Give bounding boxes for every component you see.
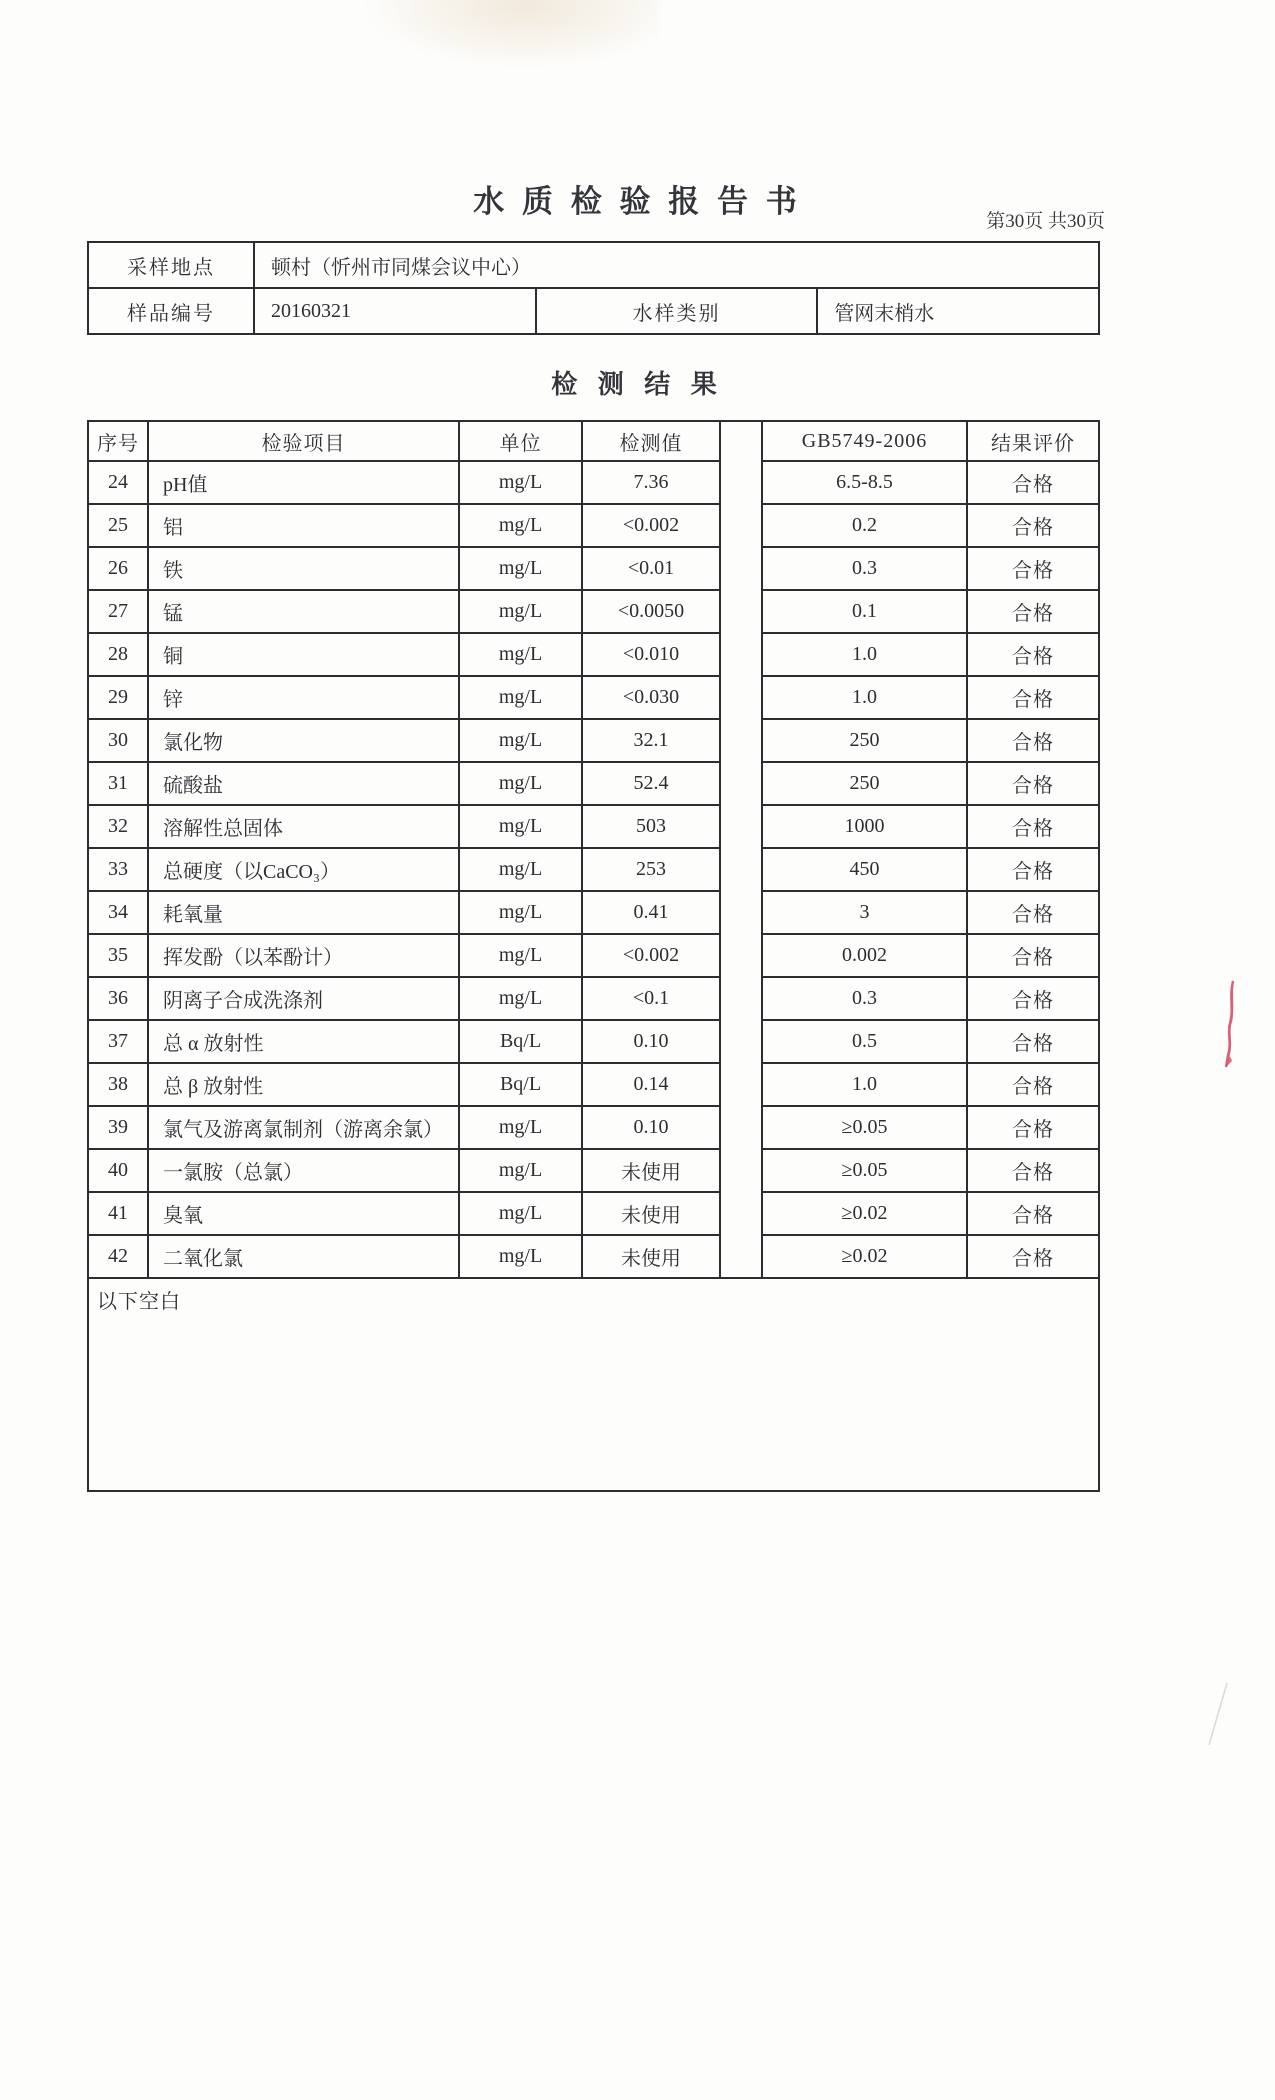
cell-no: 40: [88, 1149, 148, 1192]
cell-no: 26: [88, 547, 148, 590]
results-area: [87, 420, 1100, 1492]
cell-standard: 0.3: [762, 977, 967, 1020]
cell-standard: 1.0: [762, 1063, 967, 1106]
result-row-left: [88, 1192, 720, 1235]
cell-evaluation: 合格: [967, 1106, 1099, 1149]
cell-value: <0.030: [582, 676, 720, 719]
result-row-left: [88, 977, 720, 1020]
cell-evaluation: 合格: [967, 1063, 1099, 1106]
cell-standard: 0.5: [762, 1020, 967, 1063]
cell-evaluation: 合格: [967, 461, 1099, 504]
result-row-left: [88, 805, 720, 848]
cell-value: <0.1: [582, 977, 720, 1020]
result-row-left: [88, 848, 720, 891]
cell-item: pH值: [148, 461, 459, 504]
cell-item: 总硬度（以CaCO₃）: [148, 848, 459, 891]
cell-item: 总 β 放射性: [148, 1063, 459, 1106]
cell-standard: 3: [762, 891, 967, 934]
header-evaluation: 结果评价: [967, 421, 1099, 461]
result-row-right: [762, 633, 1099, 676]
cell-no: 27: [88, 590, 148, 633]
result-row-left: [88, 461, 720, 504]
cell-no: 30: [88, 719, 148, 762]
cell-evaluation: 合格: [967, 805, 1099, 848]
result-row-right: [762, 977, 1099, 1020]
result-row-right: [762, 547, 1099, 590]
result-row-right: [762, 1063, 1099, 1106]
info-row-sample: [88, 288, 1099, 334]
result-row-right: [762, 1149, 1099, 1192]
result-row-right: [762, 891, 1099, 934]
cell-value: 253: [582, 848, 720, 891]
below-blank-text: 以下空白: [97, 1291, 181, 1313]
cell-evaluation: 合格: [967, 891, 1099, 934]
result-row-right: [762, 719, 1099, 762]
cell-no: 38: [88, 1063, 148, 1106]
result-row-left: [88, 1106, 720, 1149]
cell-value: <0.002: [582, 934, 720, 977]
cell-no: 25: [88, 504, 148, 547]
cell-evaluation: 合格: [967, 1149, 1099, 1192]
cell-no: 28: [88, 633, 148, 676]
results-header-row-right: [762, 421, 1099, 461]
cell-item: 挥发酚（以苯酚计）: [148, 934, 459, 977]
result-row-right: [762, 1020, 1099, 1063]
header-no: 序号: [88, 421, 148, 461]
result-row-right: [762, 1192, 1099, 1235]
cell-evaluation: 合格: [967, 762, 1099, 805]
cell-value: 未使用: [582, 1192, 720, 1235]
cell-item: 氯化物: [148, 719, 459, 762]
cell-item: 耗氧量: [148, 891, 459, 934]
result-row-left: [88, 676, 720, 719]
cell-evaluation: 合格: [967, 719, 1099, 762]
cell-unit: mg/L: [459, 633, 582, 676]
cell-unit: mg/L: [459, 1192, 582, 1235]
cell-no: 34: [88, 891, 148, 934]
cell-evaluation: 合格: [967, 547, 1099, 590]
results-body-right: [762, 461, 1099, 1278]
results-tables: [87, 420, 1100, 1279]
results-header-row-left: [88, 421, 720, 461]
cell-evaluation: 合格: [967, 676, 1099, 719]
cell-no: 31: [88, 762, 148, 805]
faint-scratch-mark: [1195, 1675, 1245, 1755]
cell-standard: 250: [762, 762, 967, 805]
cell-unit: mg/L: [459, 1106, 582, 1149]
cell-no: 36: [88, 977, 148, 1020]
cell-value: 未使用: [582, 1235, 720, 1278]
result-row-left: [88, 547, 720, 590]
result-row-left: [88, 504, 720, 547]
result-row-right: [762, 504, 1099, 547]
result-row-left: [88, 719, 720, 762]
cell-item: 锌: [148, 676, 459, 719]
cell-item: 硫酸盐: [148, 762, 459, 805]
cell-evaluation: 合格: [967, 1192, 1099, 1235]
cell-value: 0.10: [582, 1106, 720, 1149]
cell-unit: mg/L: [459, 934, 582, 977]
cell-unit: mg/L: [459, 719, 582, 762]
header-value: 检测值: [582, 421, 720, 461]
cell-evaluation: 合格: [967, 590, 1099, 633]
cell-no: 29: [88, 676, 148, 719]
sampling-location-value: 顿村（忻州市同煤会议中心）: [254, 242, 1099, 288]
cell-no: 24: [88, 461, 148, 504]
cell-item: 氯气及游离氯制剂（游离余氯）: [148, 1106, 459, 1149]
results-body-left: [88, 461, 720, 1278]
cell-evaluation: 合格: [967, 848, 1099, 891]
result-row-left: [88, 891, 720, 934]
cell-item: 铝: [148, 504, 459, 547]
cell-no: 41: [88, 1192, 148, 1235]
cell-item: 溶解性总固体: [148, 805, 459, 848]
cell-unit: mg/L: [459, 1235, 582, 1278]
cell-standard: ≥0.05: [762, 1149, 967, 1192]
cell-unit: Bq/L: [459, 1020, 582, 1063]
cell-item: 一氯胺（总氯）: [148, 1149, 459, 1192]
cell-item: 二氧化氯: [148, 1235, 459, 1278]
result-row-right: [762, 590, 1099, 633]
cell-no: 32: [88, 805, 148, 848]
result-row-left: [88, 934, 720, 977]
cell-value: 7.36: [582, 461, 720, 504]
cell-unit: mg/L: [459, 848, 582, 891]
cell-item: 铁: [148, 547, 459, 590]
cell-standard: ≥0.02: [762, 1235, 967, 1278]
cell-no: 33: [88, 848, 148, 891]
result-row-left: [88, 590, 720, 633]
sample-no-value: 20160321: [254, 288, 536, 334]
water-type-label: 水样类别: [536, 288, 818, 334]
report-title: 水 质 检 验 报 告 书: [473, 184, 802, 219]
cell-unit: mg/L: [459, 547, 582, 590]
cell-unit: mg/L: [459, 1149, 582, 1192]
cell-evaluation: 合格: [967, 934, 1099, 977]
scan-smudge-artifact: [360, 0, 660, 70]
result-row-right: [762, 1106, 1099, 1149]
cell-unit: mg/L: [459, 504, 582, 547]
page-number-note: 第30页 共30页: [986, 211, 1105, 232]
result-row-left: [88, 1235, 720, 1278]
results-section-title: 检 测 结 果: [551, 370, 724, 399]
header-item: 检验项目: [148, 421, 459, 461]
cell-item: 铜: [148, 633, 459, 676]
table-gap-strip: [721, 420, 761, 1279]
cell-unit: mg/L: [459, 676, 582, 719]
cell-standard: 0.002: [762, 934, 967, 977]
cell-value: <0.010: [582, 633, 720, 676]
cell-evaluation: 合格: [967, 1020, 1099, 1063]
result-row-left: [88, 762, 720, 805]
cell-standard: 1000: [762, 805, 967, 848]
blank-remainder-box: [87, 1277, 1100, 1492]
results-table-left: [87, 420, 721, 1279]
cell-standard: 6.5-8.5: [762, 461, 967, 504]
cell-evaluation: 合格: [967, 1235, 1099, 1278]
cell-value: 未使用: [582, 1149, 720, 1192]
cell-value: 503: [582, 805, 720, 848]
cell-value: 0.14: [582, 1063, 720, 1106]
header-standard: GB5749-2006: [762, 421, 967, 461]
cell-standard: 1.0: [762, 633, 967, 676]
cell-unit: mg/L: [459, 461, 582, 504]
result-row-right: [762, 805, 1099, 848]
info-row-location: [88, 242, 1099, 288]
cell-standard: 1.0: [762, 676, 967, 719]
result-row-left: [88, 633, 720, 676]
result-row-left: [88, 1020, 720, 1063]
cell-standard: 0.2: [762, 504, 967, 547]
sample-info-table: [87, 241, 1100, 335]
cell-no: 42: [88, 1235, 148, 1278]
cell-standard: 250: [762, 719, 967, 762]
result-row-right: [762, 762, 1099, 805]
cell-value: 52.4: [582, 762, 720, 805]
cell-unit: mg/L: [459, 762, 582, 805]
cell-item: 臭氧: [148, 1192, 459, 1235]
cell-item: 阴离子合成洗涤剂: [148, 977, 459, 1020]
cell-standard: ≥0.02: [762, 1192, 967, 1235]
cell-no: 39: [88, 1106, 148, 1149]
cell-value: 32.1: [582, 719, 720, 762]
cell-no: 35: [88, 934, 148, 977]
red-pen-mark: [1212, 975, 1248, 1075]
result-row-left: [88, 1063, 720, 1106]
cell-standard: 450: [762, 848, 967, 891]
result-row-left: [88, 1149, 720, 1192]
cell-unit: mg/L: [459, 805, 582, 848]
water-type-value: 管网末梢水: [817, 288, 1099, 334]
cell-standard: 0.3: [762, 547, 967, 590]
cell-item: 锰: [148, 590, 459, 633]
header-unit: 单位: [459, 421, 582, 461]
cell-value: 0.41: [582, 891, 720, 934]
cell-standard: 0.1: [762, 590, 967, 633]
cell-no: 37: [88, 1020, 148, 1063]
result-row-right: [762, 1235, 1099, 1278]
cell-value: <0.0050: [582, 590, 720, 633]
cell-standard: ≥0.05: [762, 1106, 967, 1149]
result-row-right: [762, 934, 1099, 977]
result-row-right: [762, 848, 1099, 891]
cell-evaluation: 合格: [967, 977, 1099, 1020]
cell-evaluation: 合格: [967, 504, 1099, 547]
cell-unit: mg/L: [459, 590, 582, 633]
cell-evaluation: 合格: [967, 633, 1099, 676]
cell-unit: Bq/L: [459, 1063, 582, 1106]
cell-value: 0.10: [582, 1020, 720, 1063]
cell-item: 总 α 放射性: [148, 1020, 459, 1063]
result-row-right: [762, 676, 1099, 719]
result-row-right: [762, 461, 1099, 504]
results-table-right: [761, 420, 1100, 1279]
cell-unit: mg/L: [459, 977, 582, 1020]
cell-unit: mg/L: [459, 891, 582, 934]
sampling-location-label: 采样地点: [88, 242, 254, 288]
cell-value: <0.002: [582, 504, 720, 547]
sample-no-label: 样品编号: [88, 288, 254, 334]
cell-value: <0.01: [582, 547, 720, 590]
